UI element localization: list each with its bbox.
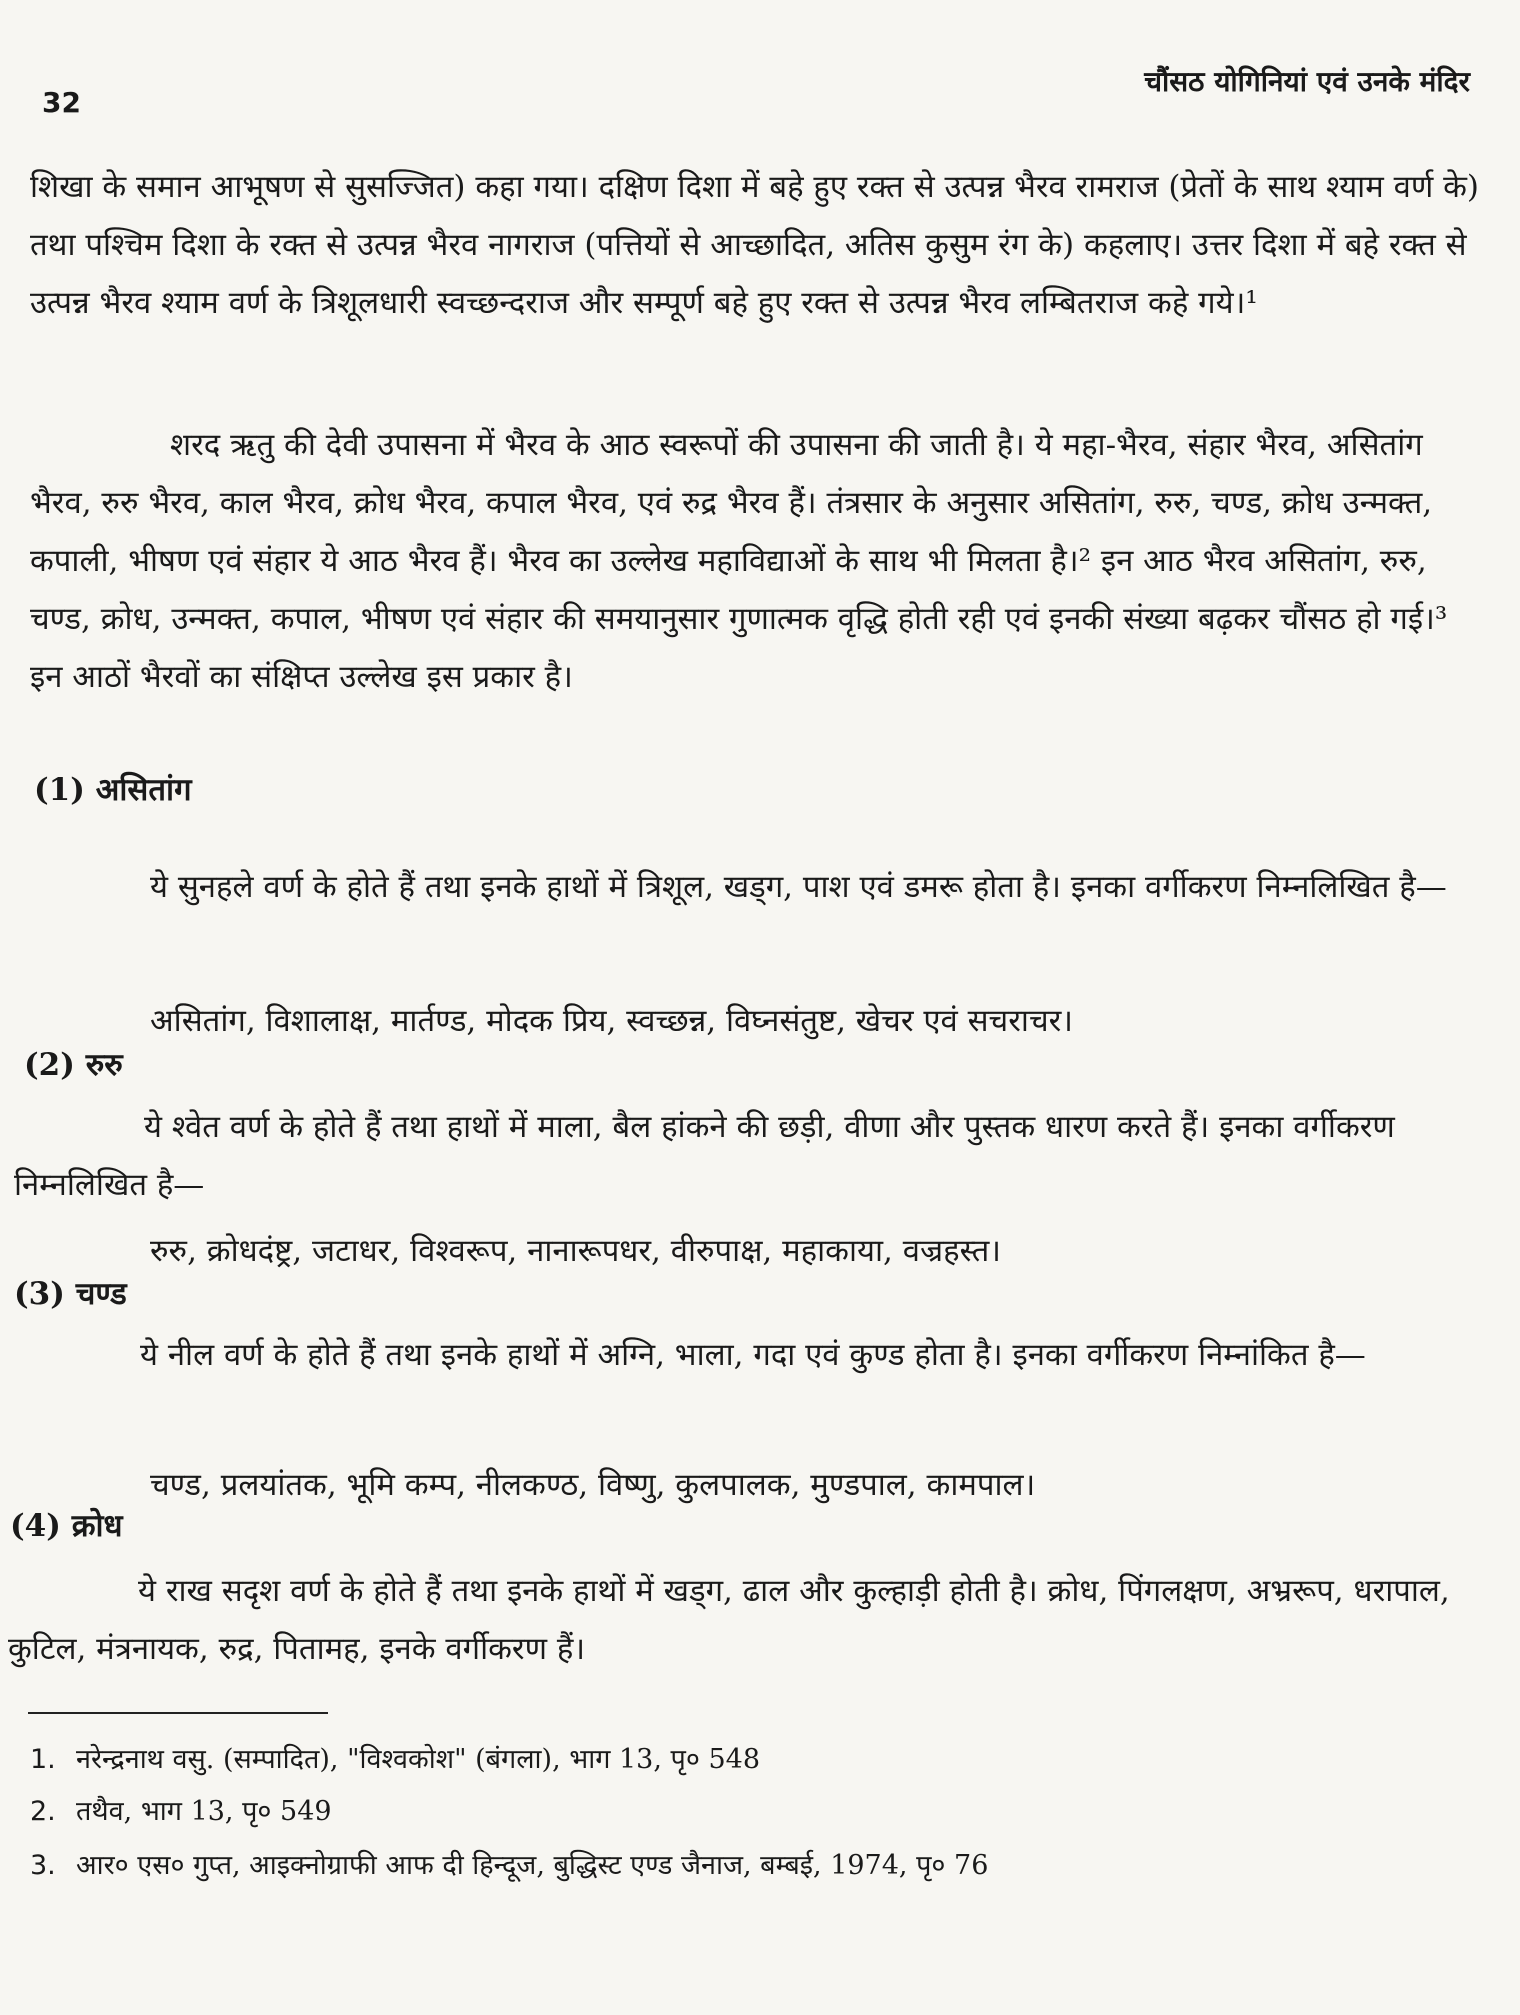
footnote-3 — [30, 1846, 988, 1886]
page-number: 32 — [42, 86, 81, 119]
footnote-text: तथैव, भाग 13, पृ० 549 — [76, 1796, 332, 1827]
footnote-number: 3. — [30, 1850, 56, 1881]
footnote-number: 1. — [30, 1744, 56, 1775]
footnote-divider — [28, 1712, 328, 1714]
paragraph-continued: शिखा के समान आभूषण से सुसज्जित) कहा गया। दक्षिण दिशा में बहे हुए रक्त से उत्पन्न भैरव रामराज (प्रेतों के साथ श्याम वर्ण के) तथा पश्चिम दिशा के रक्त से उत्पन्न भैरव नागराज (पत्तियों से आच्छादित, अतिस कुसुम रंग के) कहलाए। उत्तर दिशा में बहे रक्त से उत्पन्न भैरव श्याम वर्ण के त्रिशूलधारी स्वच्छन्दराज और सम्पूर्ण बहे हुए रक्त से उत्पन्न भैरव लम्बितराज कहे गये।¹ — [30, 169, 1480, 321]
section-heading-asitang: (1) असितांग — [34, 772, 192, 808]
section-desc-krodh: ये राख सदृश वर्ण के होते हैं तथा इनके हाथों में खड्ग, ढाल और कुल्हाड़ी होती है। क्रोध, पिंगलक्षण, अभ्ररूप, धरापाल, कुटिल, मंत्रनायक, रुद्र, पितामह, इनके वर्गीकरण हैं। — [8, 1573, 1450, 1667]
section-heading-krodh: (4) क्रोध — [10, 1508, 123, 1544]
running-title: चौंसठ योगिनियां एवं उनके मंदिर — [1144, 65, 1470, 98]
section-list-chand: चण्ड, प्रलयांतक, भूमि कम्प, नीलकण्ठ, विष्णु, कुलपालक, मुण्डपाल, कामपाल। — [150, 1467, 1036, 1503]
section-list-asitang: असितांग, विशालाक्ष, मार्तण्ड, मोदक प्रिय, स्वच्छन्न, विघ्नसंतुष्ट, खेचर एवं सचराचर। — [150, 1003, 1074, 1039]
footnote-1 — [30, 1740, 760, 1780]
footnote-text: नरेन्द्रनाथ वसु. (सम्पादित), "विश्वकोश" (बंगला), भाग 13, पृ० 548 — [76, 1744, 761, 1775]
paragraph-bhairav-forms: शरद ऋतु की देवी उपासना में भैरव के आठ स्वरूपों की उपासना की जाती है। ये महा-भैरव, संहार भैरव, असितांग भैरव, रुरु भैरव, काल भैरव, क्रोध भैरव, कपाल भैरव, एवं रुद्र भैरव हैं। तंत्रसार के अनुसार असितांग, रुरु, चण्ड, क्रोध उन्मक्त, कपाली, भीषण एवं संहार ये आठ भैरव हैं। भैरव का उल्लेख महाविद्याओं के साथ भी मिलता है।² इन आठ भैरव असितांग, रुरु, चण्ड, क्रोध, उन्मक्त, कपाल, भीषण एवं संहार की समयानुसार गुणात्मक वृद्धि होती रही एवं इनकी संख्या बढ़कर चौंसठ हो गई।³ इन आठों भैरवों का संक्षिप्त उल्लेख इस प्रकार है। — [30, 427, 1448, 695]
section-desc-asitang: ये सुनहले वर्ण के होते हैं तथा इनके हाथों में त्रिशूल, खड्ग, पाश एवं डमरू होता है। इनका वर्गीकरण निम्नलिखित है— — [150, 869, 1447, 905]
footnote-text: आर० एस० गुप्त, आइक्नोग्राफी आफ दी हिन्दूज, बुद्धिस्ट एण्ड जैनाज, बम्बई, 1974, पृ० 76 — [76, 1850, 989, 1881]
section-desc-ruru: ये श्वेत वर्ण के होते हैं तथा हाथों में माला, बैल हांकने की छड़ी, वीणा और पुस्तक धारण करते हैं। इनका वर्गीकरण निम्नलिखित है— — [14, 1109, 1395, 1203]
footnote-number: 2. — [30, 1796, 56, 1827]
footnote-2 — [30, 1792, 332, 1832]
section-heading-chand: (3) चण्ड — [14, 1276, 127, 1312]
section-desc-chand: ये नील वर्ण के होते हैं तथा इनके हाथों में अग्नि, भाला, गदा एवं कुण्ड होता है। इनका वर्गीकरण निम्नांकित है— — [140, 1337, 1366, 1373]
section-list-ruru: रुरु, क्रोधदंष्ट्र, जटाधर, विश्वरूप, नानारूपधर, वीरुपाक्ष, महाकाया, वज्रहस्त। — [150, 1233, 1002, 1269]
section-heading-ruru: (2) रुरु — [24, 1047, 123, 1083]
